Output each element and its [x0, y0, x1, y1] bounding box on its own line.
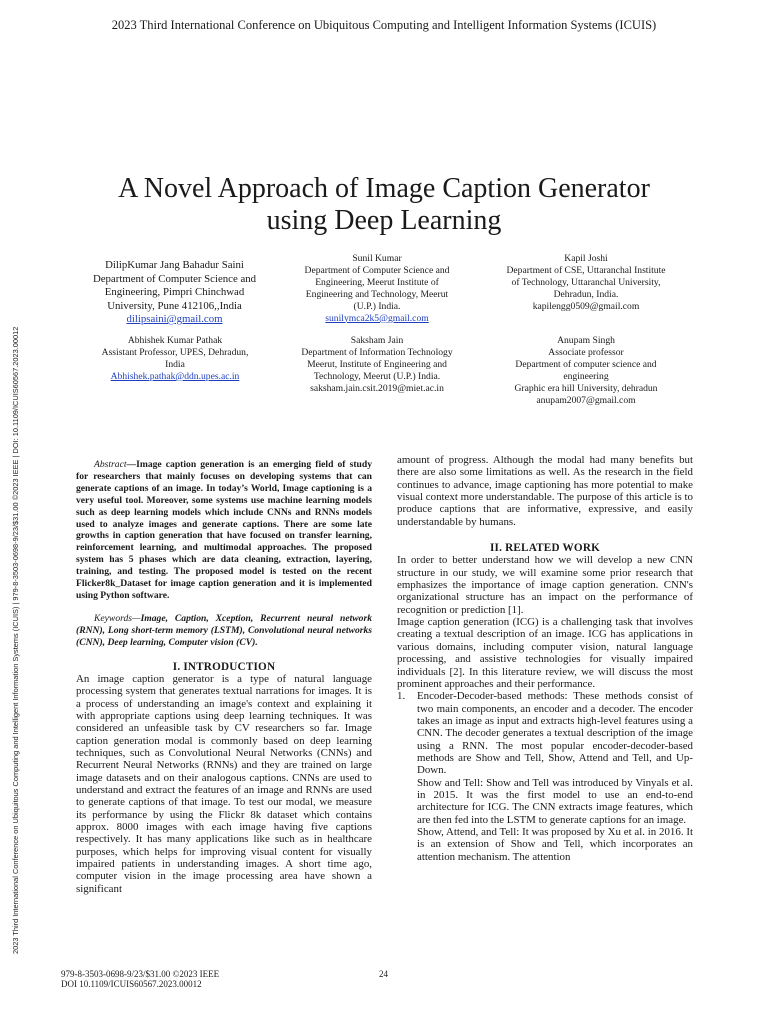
author-affiliation-line: Department of Information Technology: [301, 346, 453, 358]
introduction-continued-paragraph: amount of progress. Although the modal had many benefits but there are also some limitations as well. As the research in the field continues to advance, image captioning has more potential to make visual context more understandable. The purpose of this article is to produce captions that are informative, expressive, and easily understandable by humans.: [397, 454, 693, 528]
author-block-4: [80, 335, 270, 383]
title-line-1: A Novel Approach of Image Caption Generator: [118, 173, 650, 204]
author-affiliation-line: Department of Computer Science and: [92, 272, 257, 285]
author-email-link[interactable]: dilipsaini@gmail.com: [126, 313, 223, 325]
author-affiliation-line: Department of CSE, Uttaranchal Institute: [506, 264, 666, 276]
author-affiliation-line: engineering: [563, 370, 609, 382]
side-identifier-text: 2023 Third International Conference on Ubiquitous Computing and Intelligent Information Systems (ICUIS) | 979-8-3503-0698-9/23/$31.00 ©2023 IEEE | DOI: 10.1109/ICUIS60567.2023.00012: [11, 326, 20, 954]
author-affiliation-line: Department of Computer Science and: [304, 264, 450, 276]
list-item-number: 1.: [397, 690, 406, 703]
list-item: [397, 690, 693, 776]
author-affiliation-line: Associate professor: [548, 346, 624, 358]
conference-header: 2023 Third International Conference on Ubiquitous Computing and Intelligent Information Systems (ICUIS): [111, 18, 657, 32]
author-email: anupam2007@gmail.com: [536, 394, 636, 406]
keywords: [76, 613, 372, 649]
introduction-paragraph: An image caption generator is a type of natural language processing system that generates textual narrations for images. It is a process of understanding an image's context and explaining it with appropriate captions using deep learning techniques. It was considered an unfeasible task by CV researchers so far. Image caption generation modal is commonly based on deep learning techniques, such as Convolutional Neural Networks (CNNs) and Recurrent Neural Networks (RNNs) and they are trained on large image datasets and on their analogous captions. CNNs are used to understand and extract the features of an image and RNNs are used to generate captions of that image. To test our modal, we measure its performance by using the Flickr 8k dataset which contains approx. 8000 images with each image having five captions respectively. It has many applications like such as in healthcare purposes, which helps for improving visual content for visually impaired patients in understanding images. A short time ago, computer vision in the image processing area have shown a significant: [76, 672, 372, 895]
abstract: [76, 459, 372, 602]
author-affiliation-line: Graphic era hill University, dehradun: [514, 382, 658, 394]
author-affiliation-line: (U.P.) India.: [353, 300, 401, 312]
section-heading-related-work: II. RELATED WORK: [489, 542, 601, 555]
related-work-paragraph-2: Image caption generation (ICG) is a challenging task that involves creating a textual description of an image. ICG has applications in various domains, including computer vision, natural language processing, and assistive technologies for visually impaired individuals [2]. In this literature review, we will discuss the most prominent approaches and their performance.: [397, 616, 693, 690]
author-affiliation-line: Engineering, Pimpri Chinchwad: [104, 286, 245, 298]
footer-copyright: [61, 969, 219, 990]
footer-doi: DOI 10.1109/ICUIS60567.2023.00012: [61, 979, 202, 990]
show-and-tell-paragraph: Show and Tell: Show and Tell was introduced by Vinyals et al. in 2015. It was the first model to use an end-to-end architecture for ICG. The CNN extracts image features, which are then fed into the LSTM to generate captions for an image.: [417, 776, 693, 826]
author-email: kapilengg0509@gmail.com: [532, 300, 640, 312]
abstract-label: Abstract: [94, 459, 127, 470]
left-column: [76, 459, 372, 895]
abstract-body: —Image caption generation is an emerging field of study for researchers that mainly focuses on developing systems that can generate captions of an image. In today’s World, Image captioning is a very useful tool. Moreover, some systems use machine learning models such as deep learning models which include CNNs and RNNs models used to analyze images and generate captions. There are some late growths in caption generation that have focused on transfer learning, reinforcement learning, and multimodal approaches. The proposed system has 5 phases which are data cleaning, extraction, layering, training, and testing. The proposed model is tested on the recent Flicker8k_Dataset for image caption generation and it is implemented using Python software.: [76, 459, 372, 601]
show-attend-tell-paragraph: Show, Attend, and Tell: It was proposed by Xu et al. in 2016. It is an extension of Show and Tell, which incorporates an attention mechanism. The attention: [417, 825, 693, 863]
right-column: [397, 454, 693, 863]
paper-title: [80, 173, 688, 237]
keywords-label: Keywords—: [94, 612, 141, 624]
keywords-body: Image, Caption, Xception, Recurrent neural network (RNN), Long short-term memory (LSTM), Convolutional neural networks (CNN), Deep learning, Computer vision (CV).: [76, 612, 372, 648]
author-affiliation-line: Assistant Professor, UPES, Dehradun,: [101, 346, 249, 358]
title-line-2: using Deep Learning: [266, 205, 502, 236]
author-affiliation-line: University, Pune 412106,,India: [107, 299, 242, 312]
author-affiliation-line: Meerut, Institute of Engineering and: [307, 358, 447, 370]
section-heading-introduction: I. INTRODUCTION: [172, 660, 276, 673]
author-name: Abhishek Kumar Pathak: [127, 335, 223, 346]
author-email-link[interactable]: Abhishek.pathak@ddn.upes.ac.in: [110, 370, 240, 382]
related-work-paragraph-1: In order to better understand how we will develop a new CNN structure in our study, we will examine some prior research that emphasizes the importance of image caption generation. CNN's organizational structure has an impact on the performance of recognition or prediction [1].: [397, 554, 693, 616]
author-block-5: [282, 335, 472, 395]
author-name: Anupam Singh: [557, 335, 615, 346]
author-block-3: [481, 253, 691, 313]
author-name: Sunil Kumar: [352, 253, 402, 264]
author-name: DilipKumar Jang Bahadur Saini: [105, 259, 244, 271]
author-name: Saksham Jain: [350, 335, 404, 346]
author-email: saksham.jain.csit.2019@miet.ac.in: [310, 382, 444, 394]
author-affiliation-line: Engineering and Technology, Meerut: [305, 288, 449, 300]
page-number: 24: [379, 969, 388, 979]
author-affiliation-line: of Technology, Uttaranchal University,: [511, 276, 661, 288]
author-name: Kapil Joshi: [564, 253, 608, 264]
footer-isbn: 979-8-3503-0698-9/23/$31.00 ©2023 IEEE: [61, 969, 220, 979]
author-block-1: [62, 259, 287, 327]
author-affiliation-line: Engineering, Meerut Institute of: [315, 276, 439, 288]
author-block-6: [481, 335, 691, 406]
author-affiliation-line: India: [165, 358, 185, 370]
author-affiliation-line: Dehradun, India.: [553, 288, 619, 300]
author-block-2: [282, 253, 472, 324]
author-affiliation-line: Technology, Meerut (U.P.) India.: [313, 370, 441, 382]
author-email-link[interactable]: sunilymca2k5@gmail.com: [325, 312, 429, 324]
list-item-text: Encoder-Decoder-based methods: These methods consist of two main components, an encoder and a decoder. The encoder takes an image as input and extracts high-level features using a CNN. The decoder generates a textual description of the image using a RNN. The most popular encoder-decoder-based methods are Show and Tell, Show, Attend and Tell, and Up-Down.: [417, 690, 693, 777]
author-affiliation-line: Department of computer science and: [515, 358, 657, 370]
